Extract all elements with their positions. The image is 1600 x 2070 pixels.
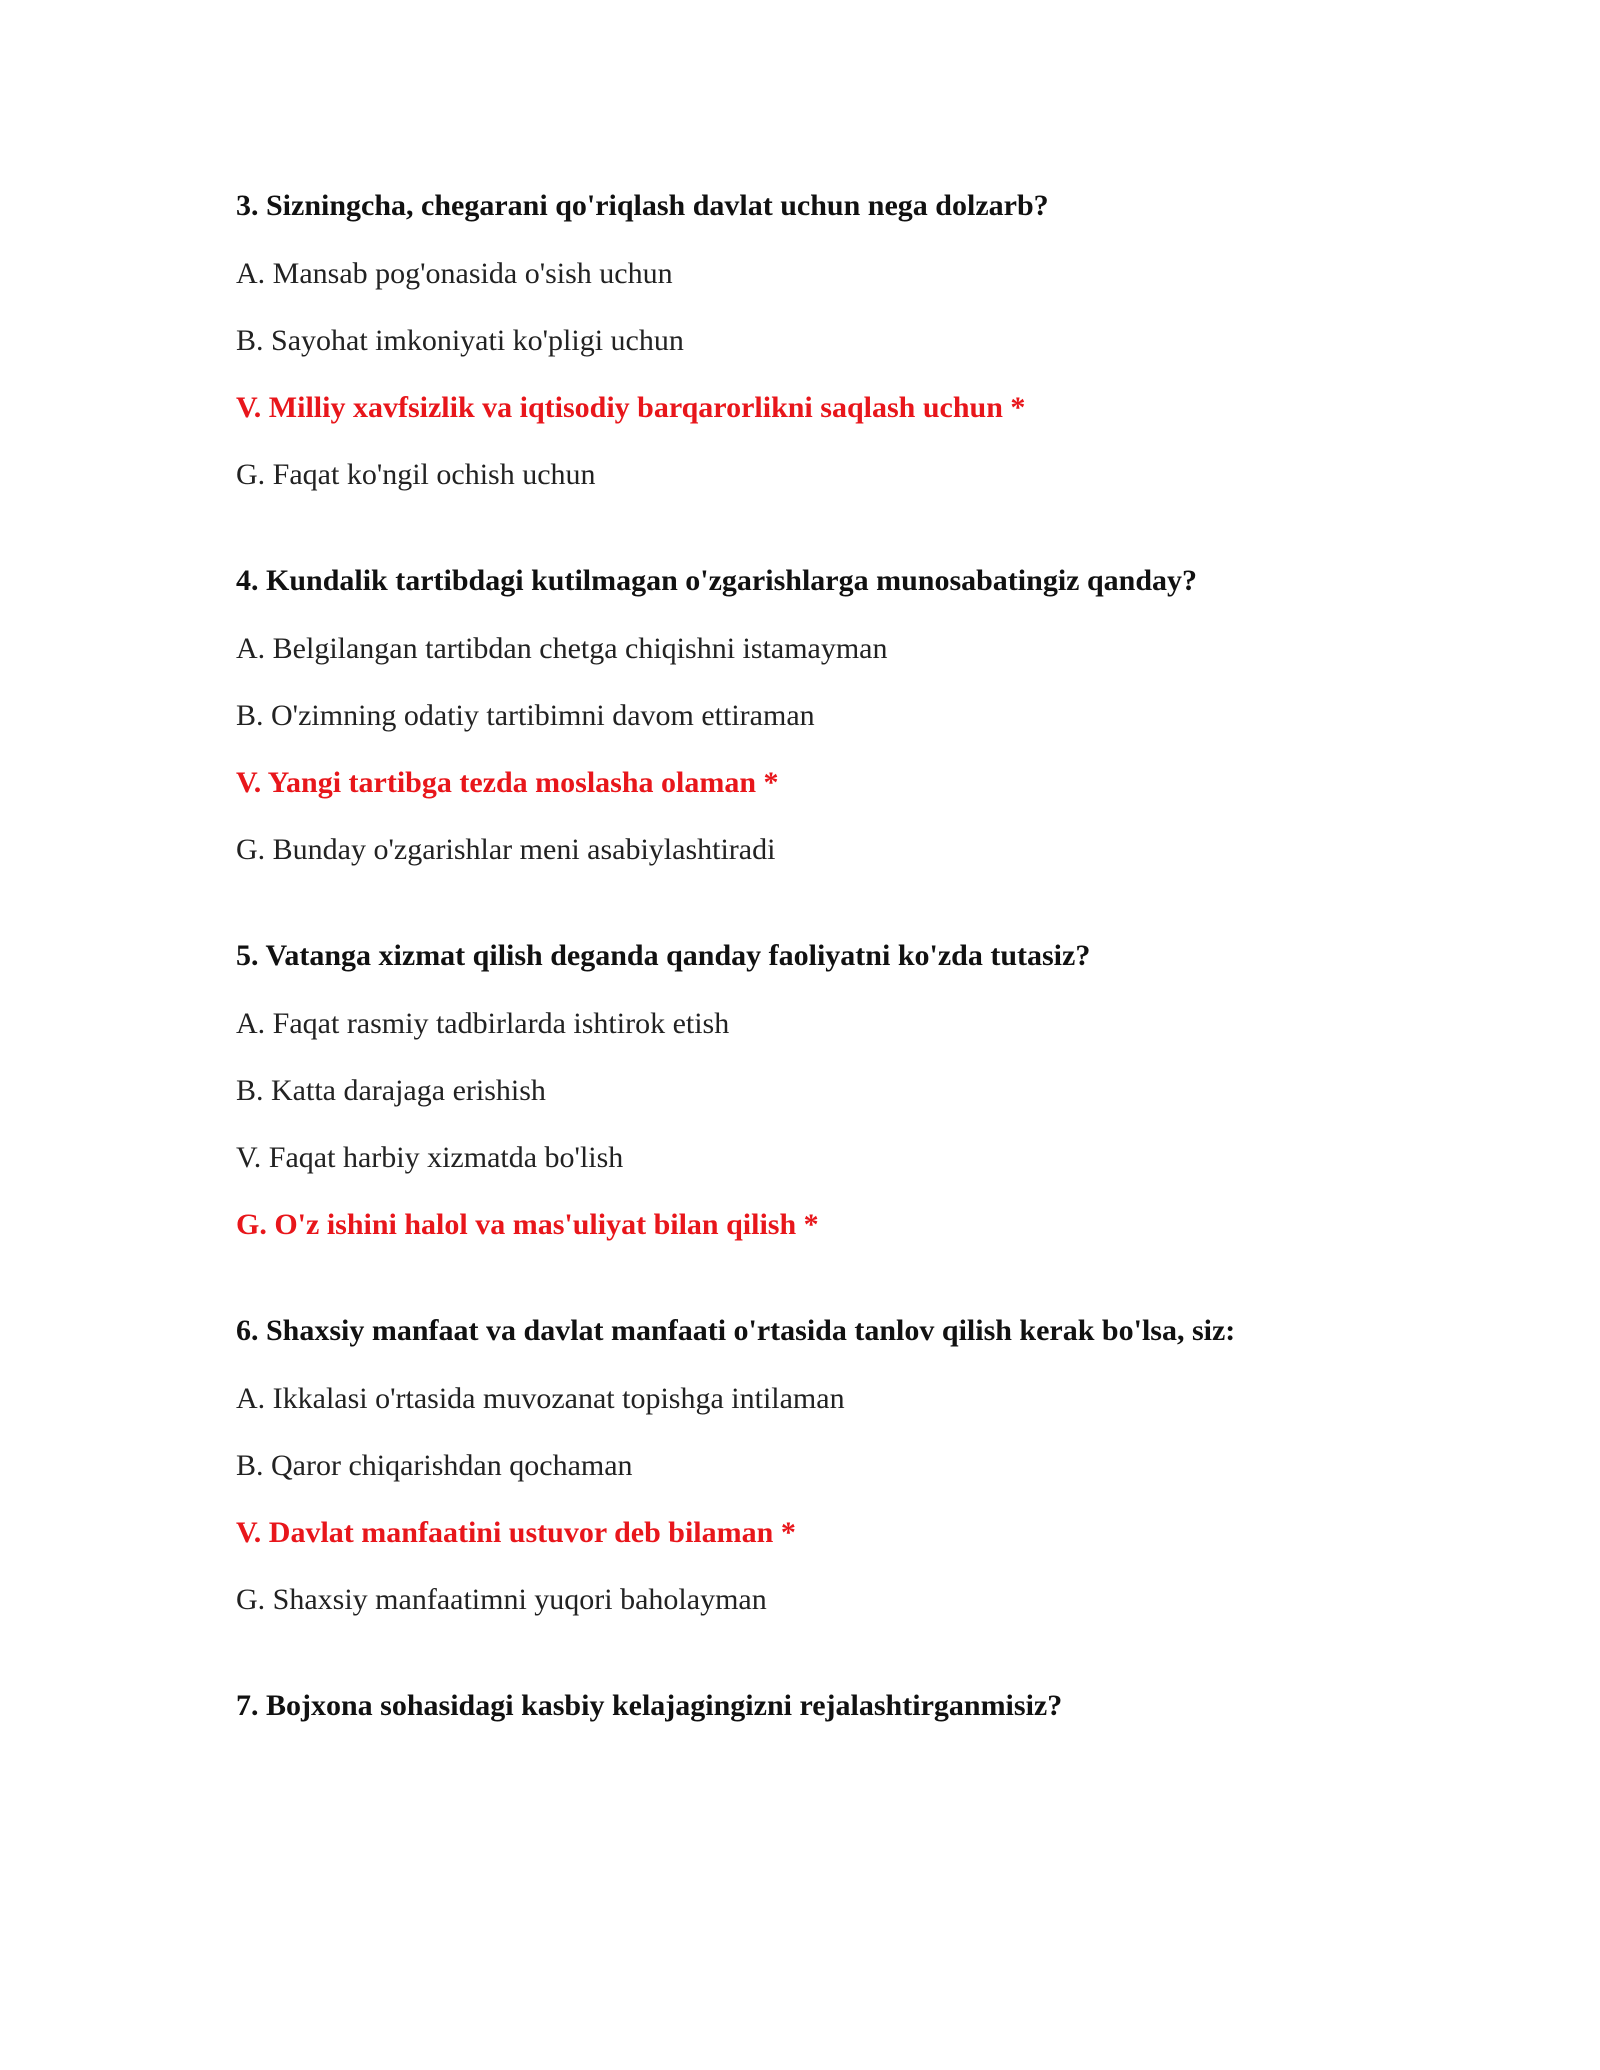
answer-option: G. Faqat ko'ngil ochish uchun — [236, 458, 596, 491]
question-title: 7. Bojxona sohasidagi kasbiy kelajagingizni rejalashtirganmisiz? — [236, 1689, 1063, 1722]
question-title: 6. Shaxsiy manfaat va davlat manfaati o'rtasida tanlov qilish kerak bo'lsa, siz: — [236, 1314, 1236, 1347]
answer-option: G. Shaxsiy manfaatimni yuqori baholayman — [236, 1583, 767, 1616]
question-block-6 — [236, 1311, 1436, 1620]
answer-option: G. Bunday o'zgarishlar meni asabiylashtiradi — [236, 833, 776, 866]
correct-answer-option: V. Davlat manfaatini ustuvor deb bilaman * — [236, 1516, 796, 1549]
answer-option: B. Qaror chiqarishdan qochaman — [236, 1449, 633, 1482]
question-block-3 — [236, 186, 1436, 495]
question-title: 3. Sizningcha, chegarani qo'riqlash davlat uchun nega dolzarb? — [236, 189, 1049, 222]
answer-option: V. Faqat harbiy xizmatda bo'lish — [236, 1141, 624, 1174]
answer-option: A. Mansab pog'onasida o'sish uchun — [236, 257, 673, 290]
correct-answer-option: G. O'z ishini halol va mas'uliyat bilan qilish * — [236, 1208, 819, 1241]
question-block-4 — [236, 561, 1436, 870]
correct-answer-option: V. Yangi tartibga tezda moslasha olaman * — [236, 766, 779, 799]
question-title: 5. Vatanga xizmat qilish deganda qanday faoliyatni ko'zda tutasiz? — [236, 939, 1091, 972]
answer-option: B. Sayohat imkoniyati ko'pligi uchun — [236, 324, 684, 357]
answer-option: A. Ikkalasi o'rtasida muvozanat topishga intilaman — [236, 1382, 845, 1415]
answer-option: B. Katta darajaga erishish — [236, 1074, 546, 1107]
question-title: 4. Kundalik tartibdagi kutilmagan o'zgarishlarga munosabatingiz qanday? — [236, 564, 1198, 597]
answer-option: A. Faqat rasmiy tadbirlarda ishtirok etish — [236, 1007, 730, 1040]
quiz-content — [236, 186, 1436, 1754]
correct-answer-option: V. Milliy xavfsizlik va iqtisodiy barqarorlikni saqlash uchun * — [236, 391, 1026, 424]
question-block-5 — [236, 936, 1436, 1245]
answer-option: A. Belgilangan tartibdan chetga chiqishni istamayman — [236, 632, 888, 665]
question-block-7 — [236, 1686, 1436, 1726]
answer-option: B. O'zimning odatiy tartibimni davom ettiraman — [236, 699, 815, 732]
